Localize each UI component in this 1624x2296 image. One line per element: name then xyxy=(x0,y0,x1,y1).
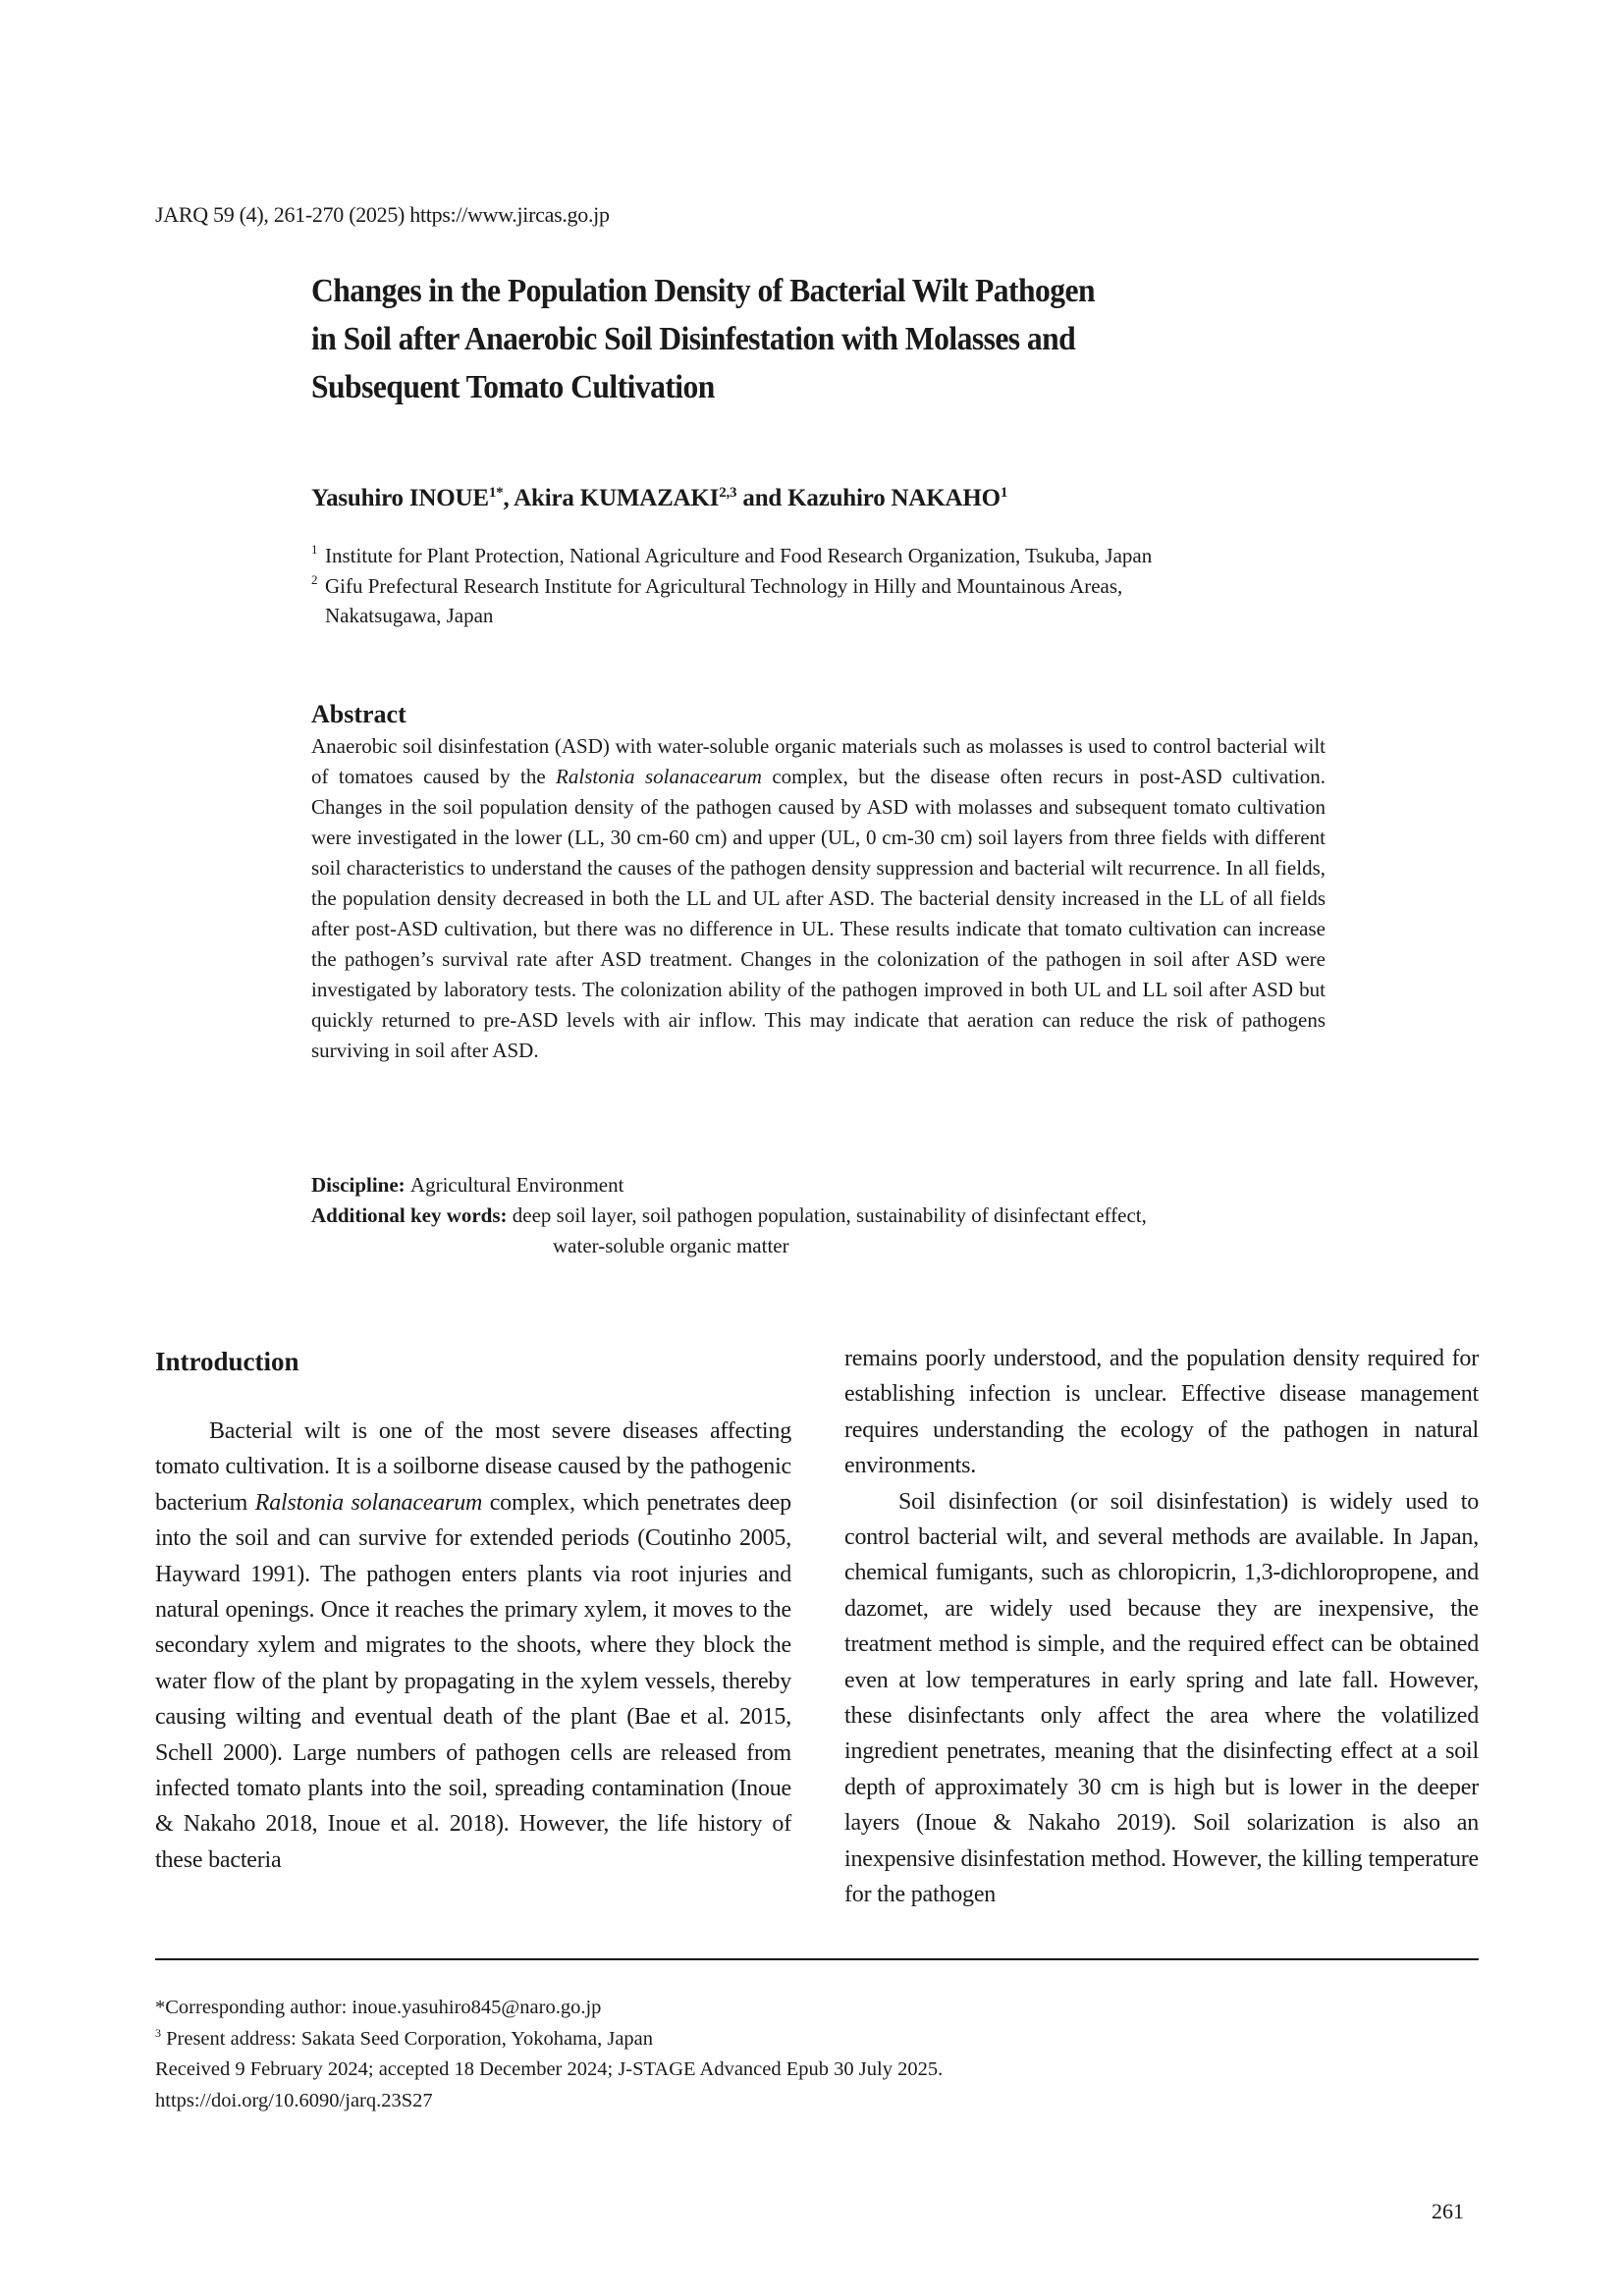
title-line: Subsequent Tomato Cultivation xyxy=(311,369,715,405)
paragraph: Soil disinfection (or soil disinfestation) is widely used to control bacterial wilt, and several methods are available. In Japan, chemical fumigants, such as chloropicrin, 1,3-dichloropropene, and dazomet, are widely used because they are inexpensive, the treatment method is simple, and the required effect can be obtained even at low temperatures in early spring and late fall. However, these disinfectants only affect the area where the volatilized ingredient penetrates, meaning that the disinfecting effect at a soil depth of approximately 30 cm is high but is lower in the deeper layers (Inoue & Nakaho 2019). Soil solarization is also an inexpensive disinfestation method. However, the killing temperature for the pathogen xyxy=(844,1488,1479,1908)
title-line: in Soil after Anaerobic Soil Disinfestation with Molasses and xyxy=(311,321,1076,357)
author-list xyxy=(311,485,1007,512)
author-name: Akira KUMAZAKI xyxy=(514,485,720,511)
abstract-text: complex, but the disease often recurs in post-ASD cultivation. Changes in the soil population density of the pathogen caused by ASD with molasses and subsequent tomato cultivation were investigated in the lower (LL, 30 cm-60 cm) and upper (UL, 0 cm-30 cm) soil layers from three fields with different soil characteristics to understand the causes of the pathogen density suppression and bacterial wilt recurrence. In all fields, the population density decreased in both the LL and UL after ASD. The bacterial density increased in the LL of all fields after post-ASD cultivation, but there was no difference in UL. These results indicate that tomato cultivation can increase the pathogen’s survival rate after ASD treatment. Changes in the colonization of the pathogen in soil after ASD were investigated by laboratory tests. The colonization ability of the pathogen improved in both UL and LL soil after ASD but quickly returned to pre-ASD levels with air inflow. This may indicate that aeration can reduce the risk of pathogens surviving in soil after ASD. xyxy=(311,765,1326,1062)
affiliation-number: 1 xyxy=(311,542,318,557)
footnote-divider xyxy=(155,1958,1479,1960)
paragraph xyxy=(155,1414,791,1878)
species-name: Ralstonia solanacearum xyxy=(556,765,762,788)
present-address xyxy=(155,2024,943,2056)
footnotes xyxy=(155,1993,943,2116)
discipline-row xyxy=(311,1170,1391,1201)
footnote-number: 3 xyxy=(155,2025,161,2040)
doi-link[interactable]: https://doi.org/10.6090/jarq.23S27 xyxy=(155,2089,433,2111)
abstract-body xyxy=(311,731,1326,1066)
affiliation-text: Institute for Plant Protection, National Agriculture and Food Research Organization, Tsukuba, Japan xyxy=(325,544,1153,567)
author-name: Yasuhiro INOUE xyxy=(311,485,489,511)
present-address-text: Present address: Sakata Seed Corporation, Yokohama, Japan xyxy=(161,2027,654,2050)
discipline-value: Agricultural Environment xyxy=(409,1173,624,1197)
affiliations xyxy=(311,541,1332,631)
affiliation xyxy=(311,541,1332,571)
additional-keywords-continuation xyxy=(311,1231,1391,1261)
affiliation-text: Nakatsugawa, Japan xyxy=(325,604,494,627)
received-dates: Received 9 February 2024; accepted 18 December 2024; J-STAGE Advanced Epub 30 July 2025. xyxy=(155,2058,944,2080)
left-column xyxy=(155,1414,791,1878)
additional-keywords-label: Additional key words: xyxy=(311,1203,508,1227)
journal-header: JARQ 59 (4), 261-270 (2025) https://www.jircas.go.jp xyxy=(155,202,610,227)
article-title xyxy=(311,267,1316,411)
affiliation-number: 2 xyxy=(311,571,318,587)
author-separator: and xyxy=(736,485,788,511)
author-name: Kazuhiro NAKAHO xyxy=(787,485,1001,511)
discipline-label: Discipline: xyxy=(311,1173,406,1197)
keywords-block xyxy=(311,1170,1391,1261)
author-affiliation-mark: 1 xyxy=(1000,485,1008,501)
introduction-heading: Introduction xyxy=(155,1347,299,1376)
additional-keywords-row xyxy=(311,1201,1391,1231)
additional-keywords-value: water-soluble organic matter xyxy=(553,1234,789,1257)
page-number: 261 xyxy=(1432,2199,1464,2223)
author-separator: , xyxy=(503,485,514,511)
paragraph: remains poorly understood, and the population density required for establishing infection is unclear. Effective disease management requires understanding the ecology of the pathogen in natural environments. xyxy=(844,1346,1479,1479)
affiliation-text: Gifu Prefectural Research Institute for Agricultural Technology in Hilly and Mountainous Areas, xyxy=(325,573,1123,598)
title-line: Changes in the Population Density of Bacterial Wilt Pathogen xyxy=(311,273,1096,309)
paragraph-text: complex, which penetrates deep into the soil and can survive for extended periods (Coutinho 2005, Hayward 1991). The pathogen enters plants via root injuries and natural openings. Once it reaches the primary xylem, it moves to the secondary xylem and migrates to the shoots, where they block the water flow of the plant by propagating in the xylem vessels, thereby causing wilting and eventual death of the plant (Bae et al. 2015, Schell 2000). Large numbers of pathogen cells are released from infected tomato plants into the soil, spreading contamination (Inoue & Nakaho 2018, Inoue et al. 2018). However, the life history of these bacteria xyxy=(155,1489,791,1873)
author-affiliation-mark: 2,3 xyxy=(719,485,737,501)
species-name: Ralstonia solanacearum xyxy=(254,1489,483,1516)
right-column xyxy=(844,1341,1479,1913)
author-affiliation-mark: 1* xyxy=(488,485,504,501)
paragraph-text: Bacterial wilt is one of the most severe diseases affecting tomato cultivation. It is a soilborne disease caused by the pathogenic bacterium xyxy=(155,1418,791,1516)
additional-keywords-value: deep soil layer, soil pathogen population, sustainability of disinfectant effect, xyxy=(512,1203,1147,1227)
abstract-text: Anaerobic soil disinfestation (ASD) with water-soluble organic materials such as molasses is used to control bacterial wilt of tomatoes caused by the xyxy=(311,734,1326,788)
abstract-heading: Abstract xyxy=(311,700,406,728)
corresponding-author: *Corresponding author: inoue.yasuhiro845@naro.go.jp xyxy=(155,1997,602,2018)
affiliation xyxy=(311,571,1332,631)
